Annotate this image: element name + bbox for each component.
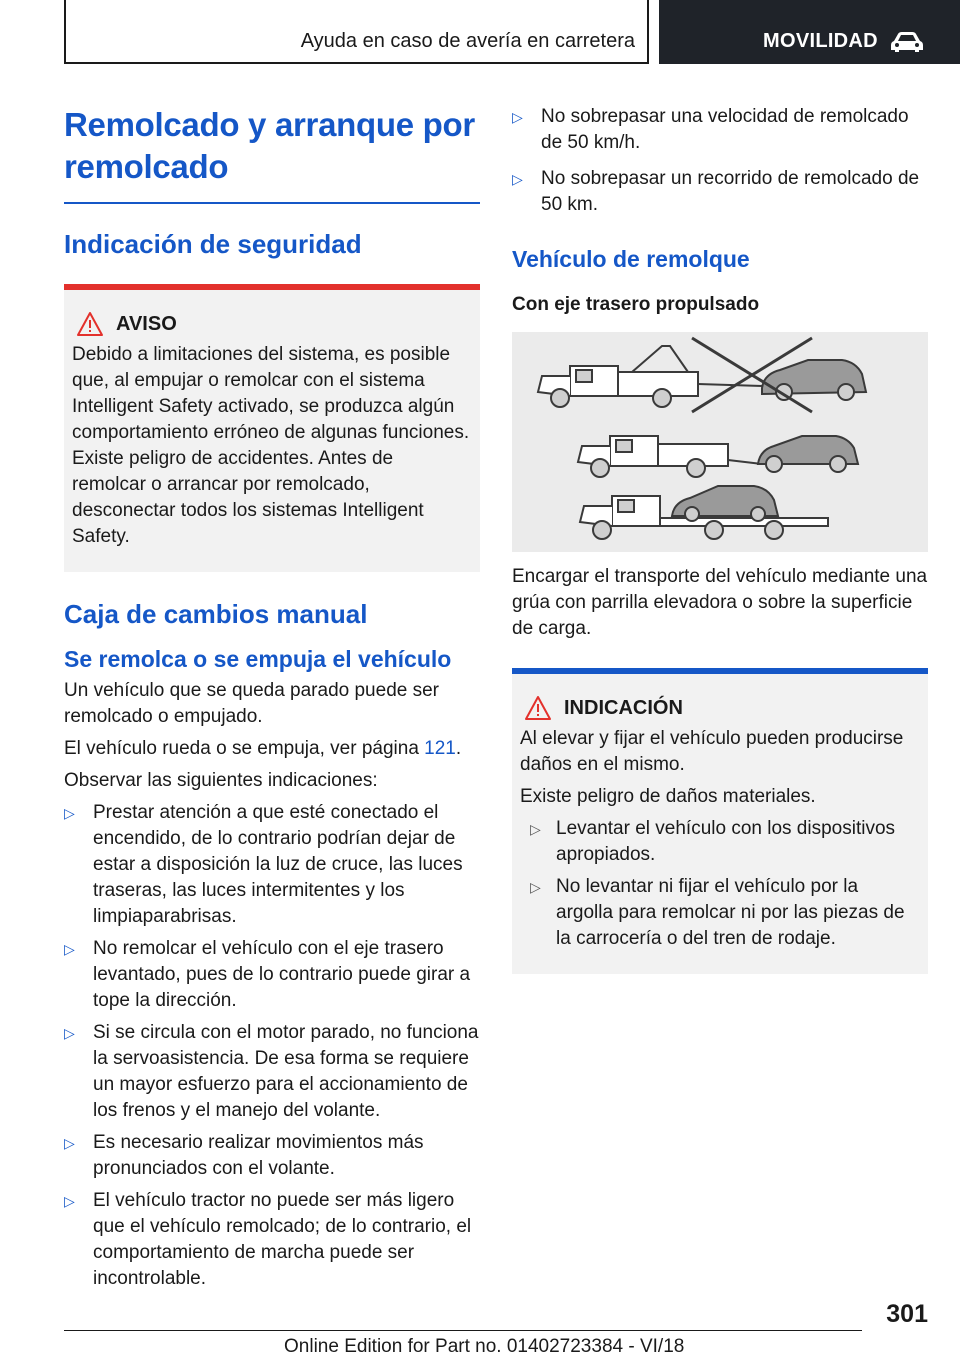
- list-item: ▷ No levantar ni fijar el vehículo por la argolla para remolcar ni por las piezas de la carrocería o del tren de rodaje.: [530, 876, 905, 949]
- car-icon: [889, 30, 925, 54]
- triangle-bullet-icon: ▷: [64, 805, 75, 821]
- manual-gearbox-heading: Caja de cambios manual: [64, 599, 368, 629]
- footer-edition: Online Edition for Part no. 01402723384 - VI/18: [284, 1336, 685, 1357]
- tow-truck-illustration: [512, 332, 928, 552]
- list-item: ▷ Si se circula con el motor parado, no funciona la servoasistencia. De esa forma se requiere un mayor esfuerzo para el accionamiento de los frenos y el manejo del volante.: [64, 1022, 479, 1121]
- notice-paragraph-2: Existe peligro de daños materiales.: [520, 786, 816, 807]
- towing-illustration: [512, 332, 928, 552]
- footer-divider: [64, 1330, 862, 1331]
- list-item: ▷ El vehículo tractor no puede ser más ligero que el vehículo remolcado; de lo contrario, el comportamiento de marcha puede ser incontrolable.: [64, 1190, 472, 1289]
- list-item: ▷ No remolcar el vehículo con el eje trasero levantado, pues de lo contrario puede girar a tope la dirección.: [64, 938, 471, 1011]
- page-number: 301: [886, 1300, 928, 1328]
- triangle-bullet-icon: ▷: [530, 821, 541, 837]
- triangle-bullet-icon: ▷: [64, 1193, 75, 1209]
- page-title: Remolcado y arranque por remolcado: [64, 106, 475, 185]
- header-chapter-box: [659, 0, 960, 64]
- triangle-bullet-icon: ▷: [512, 109, 523, 125]
- warning-triangle-icon: [76, 311, 104, 337]
- towing-vehicle-heading: Vehículo de remolque: [512, 246, 750, 272]
- list-item: ▷ No sobrepasar un recorrido de remolcado de 50 km.: [512, 168, 920, 215]
- flatbed-truck-drawing: [580, 486, 828, 539]
- page-reference-suffix: .: [455, 738, 462, 759]
- tow-truck-rope-drawing: [538, 346, 866, 407]
- warning-triangle-icon: [524, 695, 552, 721]
- header-section-title: Ayuda en caso de avería en carretera: [300, 30, 635, 52]
- speed-distance-list: [512, 104, 928, 218]
- wheel-lift-truck-drawing: [578, 436, 858, 477]
- list-item: ▷ Prestar atención a que esté conectado el encendido, de lo contrario podrían dejar de estar a disposición la luz de cruce, las luces traseras, las luces intermitentes y los limpiaparabrisas.: [64, 802, 463, 927]
- page-reference-link[interactable]: 121: [424, 738, 456, 759]
- warning-header: [72, 310, 472, 338]
- list-item: ▷ Es necesario realizar movimientos más pronunciados con el volante.: [64, 1132, 424, 1179]
- page-reference-text: El vehículo rueda o se empuja, ver página: [64, 738, 425, 759]
- warning-text: Debido a limitaciones del sistema, es posible que, al empujar o remolcar con el sistema Intelligent Safety activado, se produzca algún comportamiento erróneo de algunas funciones. Existe peligro de accidentes. Antes de remolcar o arrancar por remolcado, desconectar todos los sistemas Intelligent Safety.: [72, 344, 470, 547]
- left-column: [64, 104, 480, 1292]
- triangle-bullet-icon: ▷: [64, 1135, 75, 1151]
- push-tow-heading: Se remolca o se empuja el vehículo: [64, 646, 452, 672]
- notice-header: [520, 694, 920, 722]
- warning-box: [64, 284, 480, 572]
- safety-heading: Indicación de seguridad: [64, 229, 362, 259]
- notice-box: [512, 668, 928, 974]
- triangle-bullet-icon: ▷: [512, 171, 523, 187]
- instruction-list: [64, 800, 480, 1292]
- header-section-box: [64, 0, 649, 64]
- intro-paragraph: Un vehículo que se queda parado puede ser remolcado o empujado.: [64, 680, 439, 727]
- figure-caption: Encargar el transporte del vehículo mediante una grúa con parrilla elevadora o sobre la superficie de carga.: [512, 566, 928, 639]
- title-divider: [64, 202, 480, 204]
- list-item: ▷ Levantar el vehículo con los dispositivos apropiados.: [530, 818, 896, 865]
- warning-label: AVISO: [116, 312, 177, 335]
- notice-list: [520, 816, 920, 952]
- right-column: [512, 104, 928, 974]
- instructions-intro: Observar las siguientes indicaciones:: [64, 770, 378, 791]
- triangle-bullet-icon: ▷: [64, 1025, 75, 1041]
- list-item: ▷ No sobrepasar una velocidad de remolcado de 50 km/h.: [512, 106, 909, 153]
- header-chapter-title: MOVILIDAD: [763, 30, 878, 52]
- rear-drive-heading: Con eje trasero propulsado: [512, 294, 760, 315]
- page-reference-paragraph: [64, 736, 480, 762]
- notice-label: INDICACIÓN: [564, 696, 683, 719]
- triangle-bullet-icon: ▷: [64, 941, 75, 957]
- triangle-bullet-icon: ▷: [530, 879, 541, 895]
- notice-paragraph-1: Al elevar y fijar el vehículo pueden producirse daños en el mismo.: [520, 728, 904, 775]
